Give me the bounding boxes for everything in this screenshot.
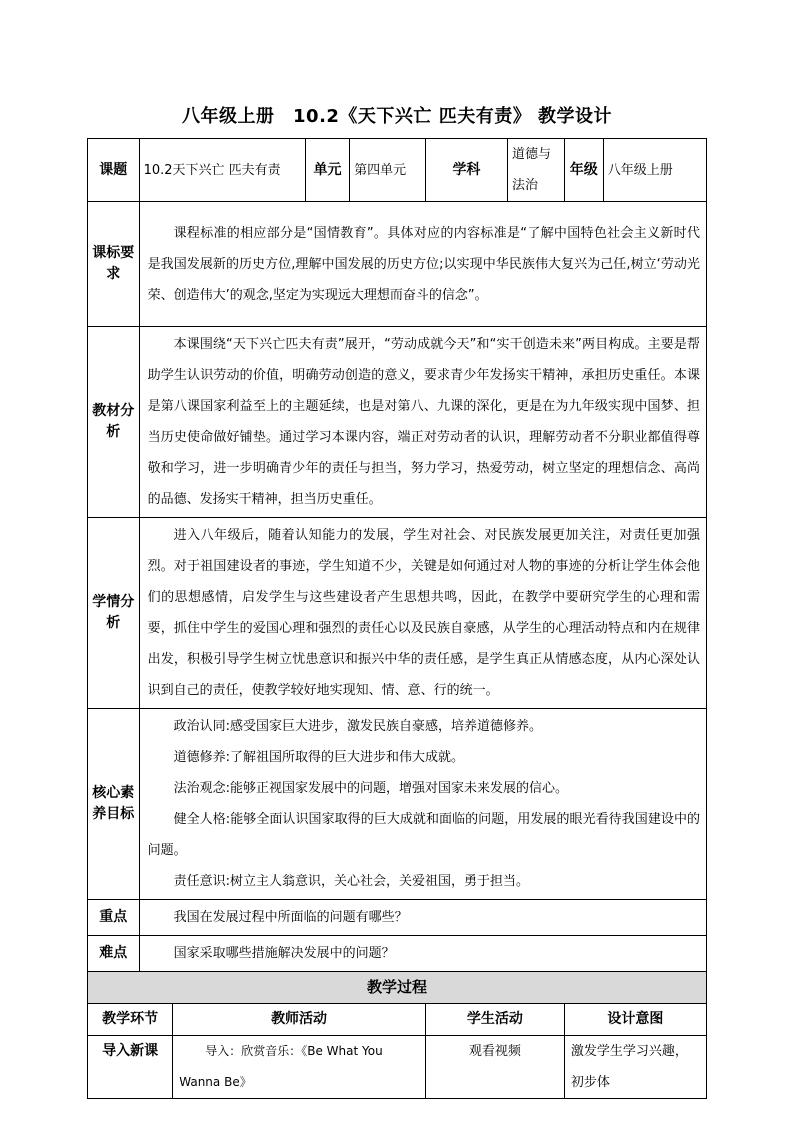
info-row bbox=[88, 139, 707, 202]
lesson-plan-table bbox=[87, 138, 707, 1099]
subject-label: 学科 bbox=[425, 139, 507, 202]
difficulty-text: 国家采取哪些措施解决发展中的问题？ bbox=[139, 936, 706, 972]
core-item-politics: 政治认同:感受国家巨大进步，激发民族自豪感，培养道德修养。 bbox=[173, 719, 542, 734]
unit-label: 单元 bbox=[305, 139, 349, 202]
grade-value: 八年级上册 bbox=[603, 139, 706, 202]
process-stage: 导入新课 bbox=[88, 1036, 173, 1099]
subject-value: 道德与法治 bbox=[507, 139, 564, 202]
core-label: 核心素养目标 bbox=[88, 709, 140, 900]
process-teacher: 导入：欣赏音乐：《Be What You Wanna Be》 bbox=[173, 1036, 426, 1099]
core-row bbox=[88, 709, 707, 900]
material-text: 本课围绕“天下兴亡匹夫有责”展开，“劳动成就今天”和“实干创造未来”两目构成。主要是帮助学生认识劳动的价值，明确劳动创造的意义，要求青少年发扬实干精神，承担历史重任。本课是第八课国家利益至上的主题延续，也是对第八、九课的深化，更是在为九年级实现中国梦、担当历史使命做好铺垫。通过学习本课内容，端正对劳动者的认识，理解劳动者不分职业都值得尊敬和学习，进一步明确青少年的责任与担当，努力学习，热爱劳动，树立坚定的理想信念、高尚的品德、发扬实干精神，担当历史重任。 bbox=[139, 327, 706, 518]
students-label: 学情分析 bbox=[88, 518, 140, 709]
core-item-morality: 道德修养:了解祖国所取得的巨大进步和伟大成就。 bbox=[173, 750, 464, 765]
standard-text: 课程标准的相应部分是“国情教育”。具体对应的内容标准是“了解中国特色社会主义新时代是我国发展新的历史方位,理解中国发展的历史方位;以实现中华民族伟大复兴为己任,树立‘劳动光荣、创造伟大’的观念,坚定为实现远大理想而奋斗的信念”。 bbox=[139, 202, 706, 327]
header-stage: 教学环节 bbox=[88, 1004, 173, 1036]
header-teacher: 教师活动 bbox=[173, 1004, 426, 1036]
topic-value: 10.2天下兴亡 匹夫有责 bbox=[139, 139, 305, 202]
page-title: 八年级上册 10.2《天下兴亡 匹夫有责》 教学设计 bbox=[182, 106, 612, 127]
header-intent: 设计意图 bbox=[564, 1004, 706, 1036]
students-row bbox=[88, 518, 707, 709]
table-row bbox=[88, 1036, 707, 1099]
key-row bbox=[88, 900, 707, 936]
topic-label: 课题 bbox=[88, 139, 140, 202]
process-intent: 激发学生学习兴趣，初步体 bbox=[564, 1036, 706, 1099]
material-row bbox=[88, 327, 707, 518]
grade-label: 年级 bbox=[564, 139, 603, 202]
difficulty-label: 难点 bbox=[88, 936, 140, 972]
process-header-row bbox=[88, 1004, 707, 1036]
core-item-personality: 健全人格:能够全面认识国家取得的巨大成就和面临的问题，用发展的眼光看待我国建设中的问题。 bbox=[147, 812, 700, 858]
key-label: 重点 bbox=[88, 900, 140, 936]
difficulty-row bbox=[88, 936, 707, 972]
core-item-responsibility: 责任意识:树立主人翁意识，关心社会，关爱祖国，勇于担当。 bbox=[173, 874, 529, 889]
standard-label: 课标要求 bbox=[88, 202, 140, 327]
core-item-law: 法治观念:能够正视国家发展中的问题，增强对国家未来发展的信心。 bbox=[173, 781, 568, 796]
students-text: 进入八年级后，随着认知能力的发展，学生对社会、对民族发展更加关注，对责任更加强烈。对于祖国建设者的事迹，学生知道不少，关键是如何通过对人物的事迹的分析让学生体会他们的思想感情，启发学生与这些建设者产生思想共鸣，因此，在教学中要研究学生的心理和需要，抓住中学生的爱国心理和强烈的责任心以及民族自豪感，从学生的心理活动特点和内在规律出发，积极引导学生树立忧患意识和振兴中华的责任感，是学生真正从情感态度，从内心深处认识到自己的责任，使教学较好地实现知、情、意、行的统一。 bbox=[139, 518, 706, 709]
process-title: 教学过程 bbox=[88, 972, 707, 1004]
process-student: 观看视频 bbox=[425, 1036, 564, 1099]
core-list bbox=[139, 709, 706, 900]
key-text: 我国在发展过程中所面临的问题有哪些？ bbox=[139, 900, 706, 936]
process-title-row bbox=[88, 972, 707, 1004]
standard-row bbox=[88, 202, 707, 327]
header-student: 学生活动 bbox=[425, 1004, 564, 1036]
material-label: 教材分析 bbox=[88, 327, 140, 518]
unit-value: 第四单元 bbox=[350, 139, 426, 202]
